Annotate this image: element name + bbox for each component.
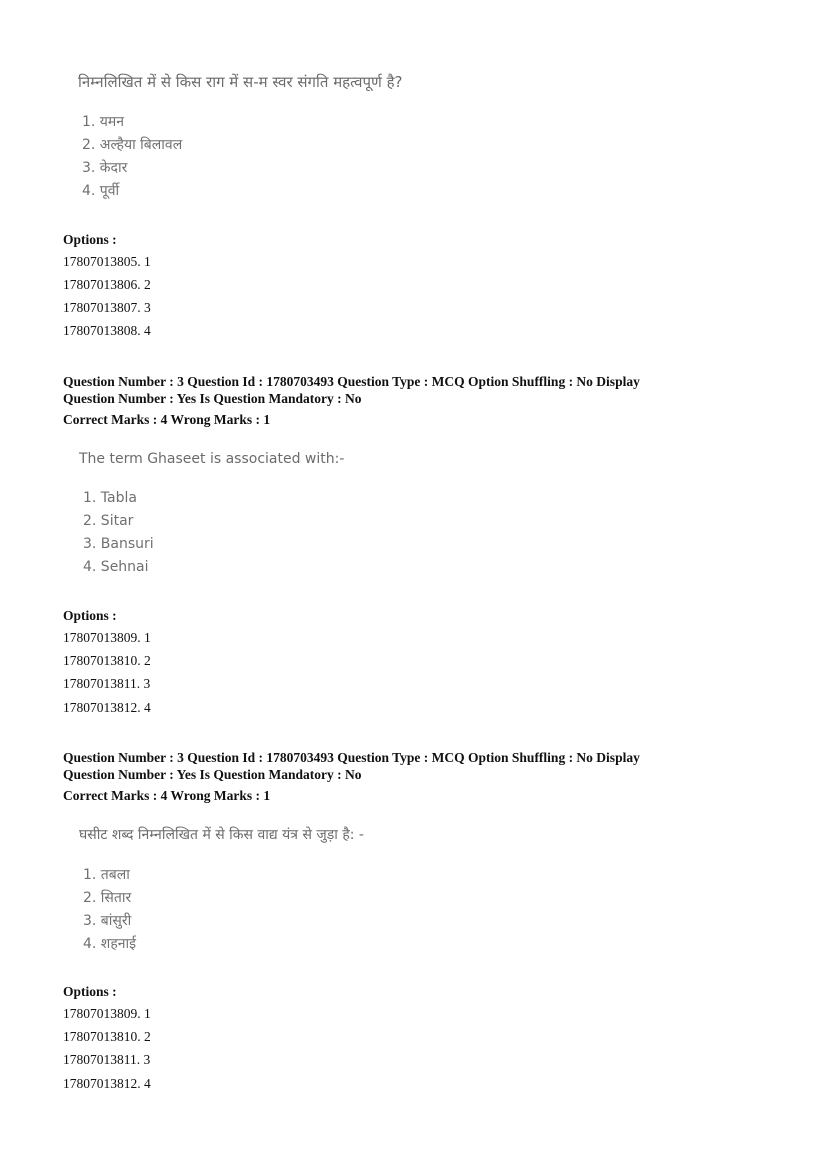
question-2-option-2: 17807013810. 2 — [63, 653, 151, 668]
question-3-options-label: Options : — [63, 984, 117, 999]
question-3-option-2: 17807013810. 2 — [63, 1029, 151, 1044]
question-2-item-1: 1. Tabla — [83, 490, 137, 506]
question-2-item-2: 2. Sitar — [83, 513, 134, 529]
question-1-options-label: Options : — [63, 232, 117, 247]
question-1-option-3: 17807013807. 3 — [63, 300, 151, 315]
question-3-item-2: 2. सितार — [83, 890, 132, 906]
question-2-item-4: 4. Sehnai — [83, 559, 149, 575]
question-2-meta-line-1: Question Number : 3 Question Id : 1780703493 Question Type : MCQ Option Shuffling : No Display — [63, 374, 640, 389]
question-3-item-3: 3. बांसुरी — [83, 913, 132, 929]
question-2-option-3: 17807013811. 3 — [63, 676, 151, 691]
question-2-text: The term Ghaseet is associated with:- — [79, 451, 345, 467]
question-3-meta-line-2: Question Number : Yes Is Question Mandatory : No — [63, 767, 362, 782]
question-3-option-3: 17807013811. 3 — [63, 1052, 151, 1067]
question-2-item-3: 3. Bansuri — [83, 536, 154, 552]
question-1-option-2: 17807013806. 2 — [63, 277, 151, 292]
question-3-item-4: 4. शहनाई — [83, 936, 137, 952]
question-2-meta-line-3: Correct Marks : 4 Wrong Marks : 1 — [63, 412, 271, 427]
question-3-option-1: 17807013809. 1 — [63, 1006, 151, 1021]
question-3-meta-line-1: Question Number : 3 Question Id : 1780703493 Question Type : MCQ Option Shuffling : No Display — [63, 750, 640, 765]
question-2-meta-line-2: Question Number : Yes Is Question Mandatory : No — [63, 391, 362, 406]
question-1-item-1: 1. यमन — [82, 114, 125, 130]
question-2-options-label: Options : — [63, 608, 117, 623]
question-1-item-4: 4. पूर्वी — [82, 183, 120, 199]
question-1-item-3: 3. केदार — [82, 160, 128, 176]
question-3-text: घसीट शब्द निम्नलिखित में से किस वाद्य यंत्र से जुड़ा है: - — [79, 827, 364, 843]
question-3-item-1: 1. तबला — [83, 867, 130, 883]
question-3-meta-line-3: Correct Marks : 4 Wrong Marks : 1 — [63, 788, 271, 803]
question-2-option-4: 17807013812. 4 — [63, 700, 151, 715]
question-1-item-2: 2. अल्हैया बिलावल — [82, 137, 183, 153]
question-1-option-4: 17807013808. 4 — [63, 323, 151, 338]
question-3-option-4: 17807013812. 4 — [63, 1076, 151, 1091]
question-1-option-1: 17807013805. 1 — [63, 254, 151, 269]
question-1-text: निम्नलिखित में से किस राग में स-म स्वर संगति महत्वपूर्ण है? — [78, 73, 403, 91]
question-2-option-1: 17807013809. 1 — [63, 630, 151, 645]
